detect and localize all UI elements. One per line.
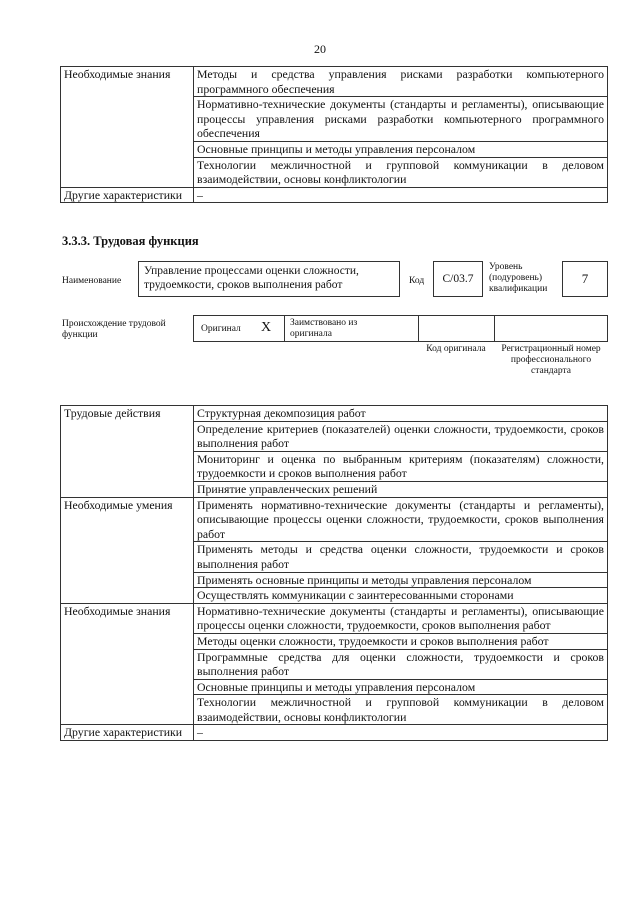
level-label: Уровень (подуровень) квалификации: [489, 262, 548, 294]
table-cell: Нормативно-технические документы (стандарты и регламенты), описывающие процессы управления рисками разработки компьютерного программного обеспечения: [194, 97, 608, 142]
table-cell: Определение критериев (показателей) оценки сложности, трудоемкости, сроков выполнения работ: [194, 421, 608, 451]
section-title: 3.3.3. Трудовая функция: [62, 234, 199, 248]
code-original-caption: Код оригинала: [426, 344, 486, 354]
row-label: Необходимые знания: [61, 67, 194, 188]
origin-divider: [284, 316, 285, 341]
table-cell: Применять основные принципы и методы управления персоналом: [194, 572, 608, 588]
row-label: Необходимые умения: [61, 497, 194, 603]
row-label: Другие характеристики: [61, 187, 194, 203]
table-cell: Методы и средства управления рисками разработки компьютерного программного обеспечения: [194, 67, 608, 97]
original-label: Оригинал: [201, 324, 241, 334]
table-cell: Мониторинг и оценка по выбранным критериям (показателям) сложности, трудоемкости и сроков выполнения работ: [194, 451, 608, 481]
table-row: [61, 187, 608, 203]
table-cell: Принятие управленческих решений: [194, 481, 608, 497]
table-cell: Осуществлять коммуникации с заинтересованными сторонами: [194, 588, 608, 604]
table-cell: Программные средства для оценки сложности, трудоемкости и сроков выполнения работ: [194, 649, 608, 679]
table-cell: Применять методы и средства оценки сложности, трудоемкости и сроков выполнения работ: [194, 542, 608, 572]
table-cell: –: [194, 187, 608, 203]
function-details-table: [60, 405, 608, 741]
level-value: 7: [581, 271, 589, 286]
table-cell: Методы оценки сложности, трудоемкости и сроков выполнения работ: [194, 633, 608, 649]
origin-label: Происхождение трудовой функции: [62, 319, 166, 340]
row-label: Трудовые действия: [61, 406, 194, 498]
top-requirements-table: [60, 66, 608, 203]
origin-table: [193, 315, 608, 342]
table-cell: Основные принципы и методы управления персоналом: [194, 141, 608, 157]
table-cell: Применять нормативно-технические документы (стандарты и регламенты), описывающие процессы оценки сложности, трудоемкости, сроков выполнения работ: [194, 497, 608, 542]
original-mark: X: [261, 320, 272, 335]
table-cell: Технологии межличностной и групповой коммуникации в деловом взаимодействии, основы конфликтологии: [194, 695, 608, 725]
table-row: [61, 406, 608, 422]
function-name-box: [138, 261, 400, 297]
name-label: Наименование: [62, 276, 122, 286]
row-label: Другие характеристики: [61, 725, 194, 741]
level-box: [562, 261, 608, 297]
table-row: [61, 603, 608, 633]
origin-divider: [494, 316, 495, 341]
reg-number-caption: Регистрационный номер профессионального стандарта: [501, 344, 601, 376]
code-value: C/03.7: [442, 273, 474, 285]
table-cell: Основные принципы и методы управления персоналом: [194, 679, 608, 695]
row-label: Необходимые знания: [61, 603, 194, 725]
table-cell: Технологии межличностной и групповой коммуникации в деловом взаимодействии, основы конфликтологии: [194, 157, 608, 187]
origin-divider: [418, 316, 419, 341]
table-row: [61, 497, 608, 542]
table-row: [61, 725, 608, 741]
page-number: 20: [314, 42, 326, 56]
table-row: [61, 67, 608, 97]
function-name: Управление процессами оценки сложности, трудоемкости, сроков выполнения работ: [144, 265, 359, 291]
table-cell: –: [194, 725, 608, 741]
code-label: Код: [409, 276, 425, 286]
borrowed-label: Заимствовано из оригинала: [290, 318, 358, 339]
table-cell: Структурная декомпозиция работ: [194, 406, 608, 422]
table-cell: Нормативно-технические документы (стандарты и регламенты), описывающие процессы оценки сложности, трудоемкости, сроков выполнения работ: [194, 603, 608, 633]
code-box: [433, 261, 483, 297]
